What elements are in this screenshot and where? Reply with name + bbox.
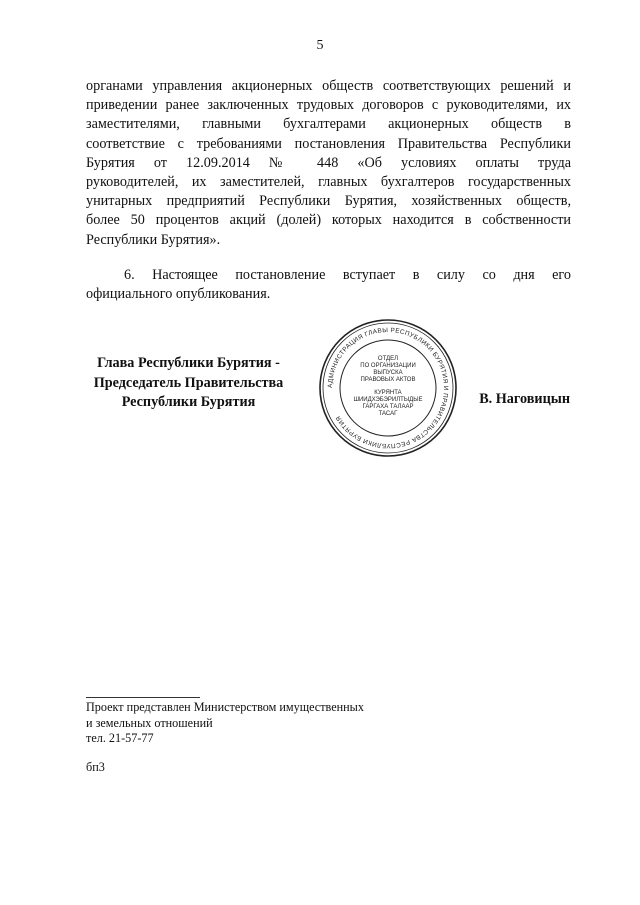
signatory-title-line: Республики Бурятия [121, 394, 256, 410]
page-number: 5 [316, 38, 324, 53]
svg-text:АДМИНИСТРАЦИЯ ГЛАВЫ РЕСПУБЛИКИ: АДМИНИСТРАЦИЯ ГЛАВЫ РЕСПУБЛИКИ БУРЯТИЯ И ПРАВИТЕЛЬСТВА РЕСПУБЛИКИ БУРЯТИЯ [326, 326, 450, 450]
signatory-title-line: Глава Республики Бурятия - [97, 355, 280, 371]
body-line: приведении ранее заключенных трудовых договоров с руководителями, их [86, 97, 571, 114]
svg-text:ПО ОРГАНИЗАЦИИ: ПО ОРГАНИЗАЦИИ [360, 363, 416, 369]
body-line: руководителей, их заместителей, главных бухгалтеров государственных [86, 174, 571, 191]
signatory-name: В. Наговицын [479, 391, 570, 407]
svg-text:ОТДЕЛ: ОТДЕЛ [377, 356, 399, 362]
body-line: органами управления акционерных обществ соответствующих решений и [86, 78, 571, 94]
svg-text:ГАРГАХА ТАЛААР: ГАРГАХА ТАЛААР [362, 404, 414, 410]
body-line: Бурятия от 12.09.2014 № 448 «Об условиях оплаты труда [86, 154, 571, 171]
footer-divider [86, 697, 200, 698]
body-line: более 50 процентов акций (долей) которых находится в собственности [86, 212, 571, 229]
svg-text:ШИИДХЭБЭРИЛТЫДЫЕ: ШИИДХЭБЭРИЛТЫДЫЕ [353, 397, 423, 403]
official-seal [318, 318, 458, 458]
footer-line: Проект представлен Министерством имущественных [86, 700, 364, 714]
footer-phone: тел. 21-57-77 [86, 731, 154, 745]
body-line: унитарных предприятий Республики Бурятия, хозяйственных обществ, [86, 193, 571, 210]
body-line: 6. Настоящее постановление вступает в силу со дня его [124, 266, 571, 283]
body-line: заместителями, главными бухгалтерами акционерных обществ в [86, 116, 571, 133]
svg-text:ПРАВОВЫХ АКТОВ: ПРАВОВЫХ АКТОВ [360, 377, 416, 383]
body-line: соответствие с требованиями постановления Правительства Республики [86, 135, 571, 152]
svg-text:ВЫПУСКА: ВЫПУСКА [373, 370, 403, 376]
svg-text:ТАСАГ: ТАСАГ [378, 411, 398, 417]
signatory-title-line: Председатель Правительства [93, 374, 284, 391]
body-line: Республики Бурятия». [86, 231, 221, 248]
executor-initials: бп3 [86, 760, 105, 774]
signatory-title [86, 354, 291, 413]
body-line: официального опубликования. [86, 286, 271, 303]
svg-text:КУРЯНТА: КУРЯНТА [374, 390, 402, 396]
footer-note [86, 700, 364, 747]
document-body [86, 77, 571, 304]
footer-line: и земельных отношений [86, 715, 213, 730]
